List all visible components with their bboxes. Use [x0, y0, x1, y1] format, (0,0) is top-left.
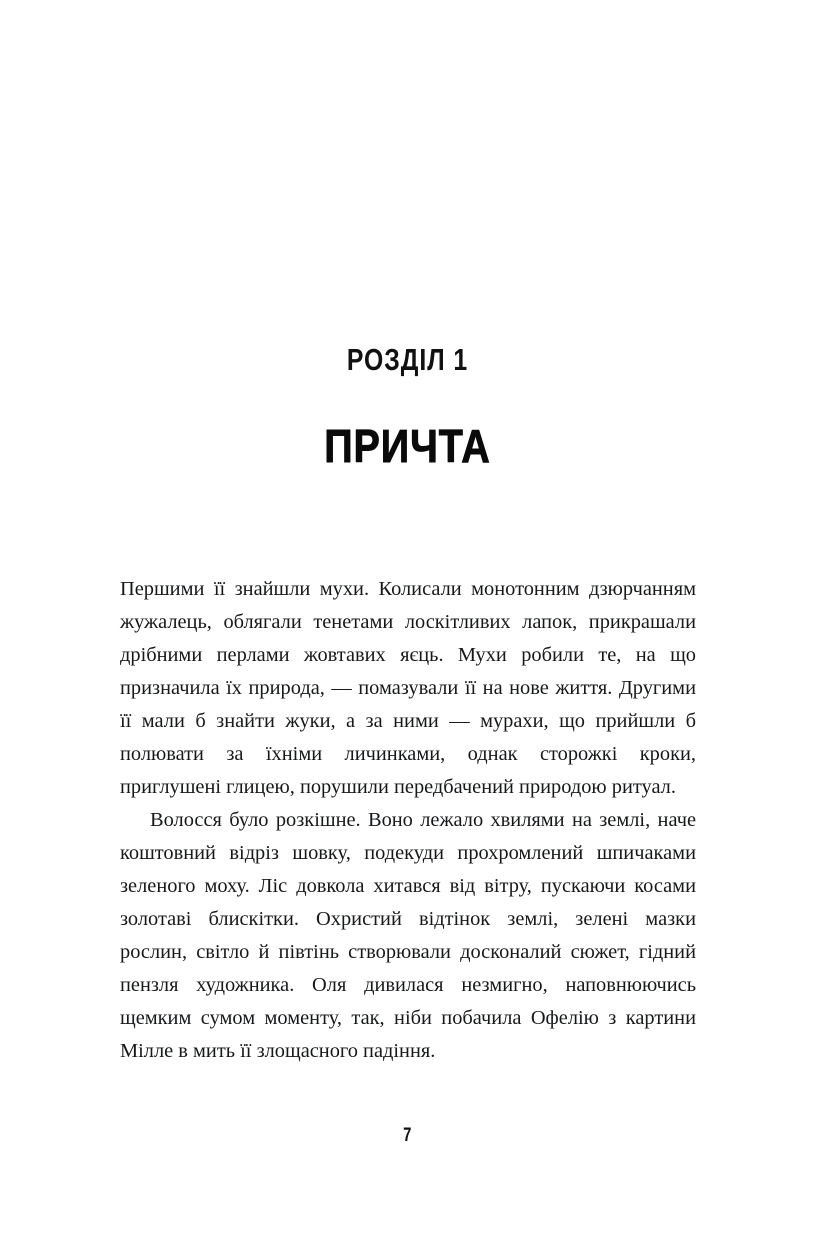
chapter-label: РОЗДІЛ 1 [346, 342, 469, 377]
chapter-title: ПРИЧТА [324, 420, 491, 472]
chapter-heading-block [0, 342, 815, 472]
paragraph-2: Волосся було розкішне. Воно лежало хвилями на землі, наче коштовний відріз шовку, подекуди прохромлений шпичаками зеленого моху. Ліс довкола хитався від вітру, пускаючи косами золотаві блискітки. Охристий відтінок землі, зелені мазки рослин, світло й півтінь створювали досконалий сюжет, гідний пензля художника. Оля дивилася незмигно, наповнюючись щемким сумом моменту, так, ніби побачила Офелію з картини Мілле в мить її злощасного падіння. [120, 809, 696, 1062]
paragraph-1: Першими її знайшли мухи. Колисали монотонним дзюрчанням жужалець, облягали тенетами лоскітливих лапок, прикрашали дрібними перлами жовтавих яєць. Мухи робили те, на що призначила їх природа, — помазували її на нове життя. Другими її мали б знайти жуки, а за ними — мурахи, що прийшли б полювати за їхніми личинками, однак сторожкі кроки, приглушені глицею, порушили передбачений природою ритуал. [120, 578, 696, 798]
page-number-value: 7 [403, 1125, 412, 1146]
body-text-column [120, 573, 696, 1068]
page-number [0, 1126, 815, 1145]
